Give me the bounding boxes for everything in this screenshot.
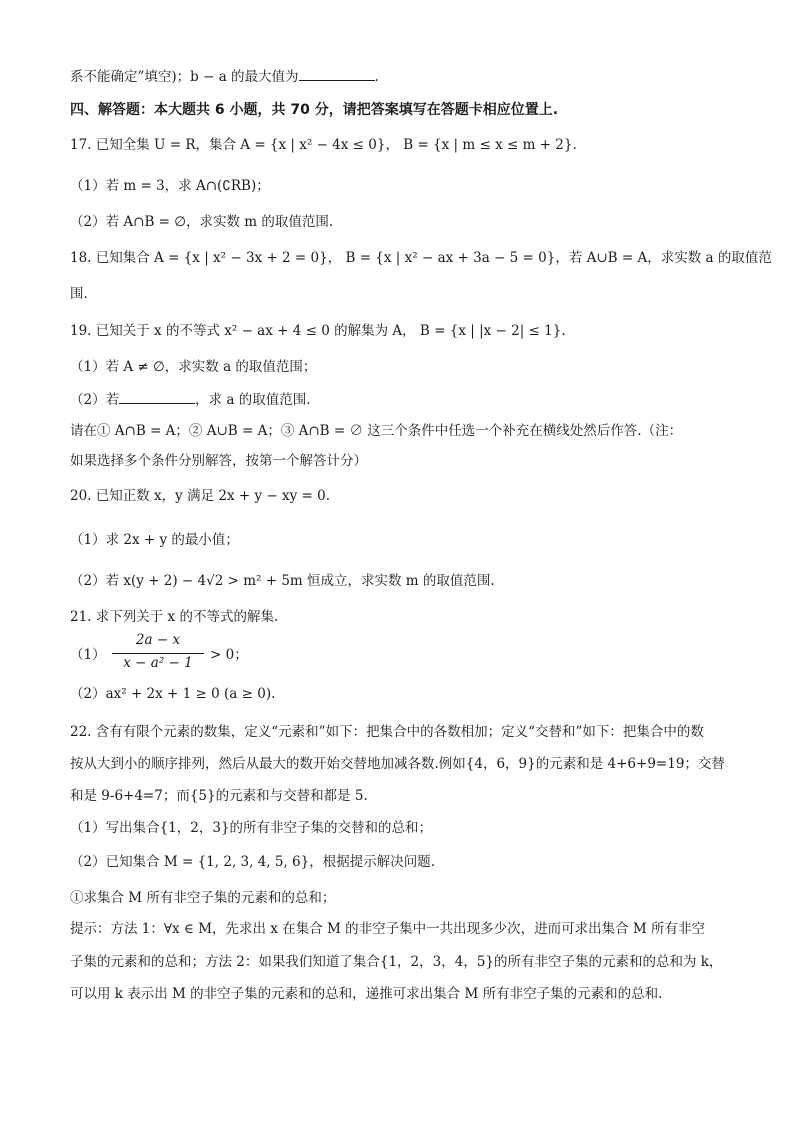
- line-text: 请在① A∩B = A；② A∪B = A；③ A∩B = ∅ 这三个条件中任选一个补充在横线处然后作答.（注：: [70, 423, 683, 439]
- fraction-numerator: 2a − x: [135, 632, 181, 648]
- line-text: （2）ax² + 2x + 1 ≥ 0 (a ≥ 0).: [70, 686, 276, 702]
- line-text: 提示：方法 1：∀x ∈ M，先求出 x 在集合 M 的非空子集中一共出现多少次，进而可求出集合 M 所有非空: [70, 921, 706, 937]
- text-line: [70, 357, 734, 377]
- line-text: （1）写出集合{1，2，3}的所有非空子集的交替和的总和；: [70, 820, 433, 836]
- text-line: [70, 984, 734, 1004]
- text-line: [70, 135, 734, 155]
- text-line: [70, 530, 734, 550]
- text-line: [70, 818, 734, 838]
- line-text: ①求集合 M 所有非空子集的元素和的总和；: [70, 890, 336, 906]
- line-text: 系不能确定”填空)；b − a 的最大值为: [70, 69, 299, 85]
- line-text: 22. 含有有限个元素的数集，定义“元素和”如下：把集合中的各数相加；定义“交替和”如下：把集合中的数: [70, 724, 704, 740]
- section-heading: [70, 100, 734, 120]
- text-line: [70, 684, 734, 704]
- fraction-inequality: [70, 632, 370, 674]
- fraction-prefix: （1）: [70, 647, 106, 663]
- line-text: 20. 已知正数 x，y 满足 2x + y − xy = 0.: [70, 488, 331, 504]
- line-text: 子集的元素和的总和；方法 2：如果我们知道了集合{1，2，3，4，5}的所有非空子集的元素和的总和为 k，: [70, 954, 723, 970]
- text-line: [70, 389, 734, 410]
- text-line: [70, 421, 734, 441]
- text-line: [70, 451, 734, 471]
- text-line: [70, 607, 734, 627]
- fraction-suffix: > 0；: [210, 647, 248, 663]
- line-text: 21. 求下列关于 x 的不等式的解集.: [70, 609, 279, 625]
- text-line: [70, 66, 734, 87]
- text-line: [70, 888, 734, 908]
- line-text: （2）若: [70, 392, 120, 408]
- line-text: （1）若 A ≠ ∅，求实数 a 的取值范围；: [70, 359, 317, 375]
- text-line: [70, 571, 734, 591]
- line-text: 如果选择多个条件分别解答，按第一个解答计分）: [70, 453, 367, 469]
- line-text: 17. 已知全集 U = R，集合 A = {x | x² − 4x ≤ 0}， B = {x | m ≤ x ≤ m + 2}.: [70, 137, 577, 153]
- line-text: 和是 9-6+4=7；而{5}的元素和与交替和都是 5.: [70, 788, 368, 804]
- text-line: [70, 248, 772, 268]
- text-line: [70, 786, 734, 806]
- text-line: [70, 754, 734, 774]
- text-line: [70, 952, 734, 972]
- text-line: [70, 486, 734, 506]
- line-tail: .: [374, 69, 379, 85]
- line-text: （2）已知集合 M = {1, 2, 3, 4, 5, 6}，根据提示解决问题.: [70, 854, 436, 870]
- text-line: [70, 852, 734, 872]
- line-text: （1）若 m = 3，求 A∩(∁RB)；: [70, 178, 270, 194]
- text-line: [70, 176, 734, 196]
- text-line: [70, 321, 734, 341]
- fraction-denominator: x − a² − 1: [123, 655, 193, 671]
- line-text: 围.: [70, 286, 88, 302]
- answer-blank[interactable]: [119, 389, 195, 404]
- line-text: 可以用 k 表示出 M 的非空子集的元素和的总和，递推可求出集合 M 所有非空子集的元素和的总和.: [70, 986, 663, 1002]
- line-text: （2）若 x(y + 2) − 4√2 > m² + 5m 恒成立，求实数 m 的取值范围.: [70, 573, 495, 589]
- line-text: 按从大到小的顺序排列，然后从最大的数开始交替地加减各数.例如{4，6，9}的元素和是 4+6+9=19；交替: [70, 756, 725, 772]
- text-line: [70, 722, 734, 742]
- line-tail: ，求 a 的取值范围.: [195, 392, 311, 408]
- fraction-bar: [112, 653, 204, 654]
- text-line: [70, 212, 734, 232]
- line-text: 18. 已知集合 A = {x | x² − 3x + 2 = 0}， B = {x | x² − ax + 3a − 5 = 0}，若 A∪B = A，求实数 a 的取值范: [70, 250, 772, 266]
- line-text: 四、解答题：本大题共 6 小题，共 70 分，请把答案填写在答题卡相应位置上.: [70, 102, 559, 118]
- text-line: [70, 284, 734, 304]
- answer-blank[interactable]: [299, 66, 375, 81]
- line-text: （1）求 2x + y 的最小值；: [70, 532, 239, 548]
- line-text: （2）若 A∩B = ∅，求实数 m 的取值范围.: [70, 214, 334, 230]
- line-text: 19. 已知关于 x 的不等式 x² − ax + 4 ≤ 0 的解集为 A， B = {x | |x − 2| ≤ 1}.: [70, 323, 566, 339]
- text-line: [70, 919, 734, 939]
